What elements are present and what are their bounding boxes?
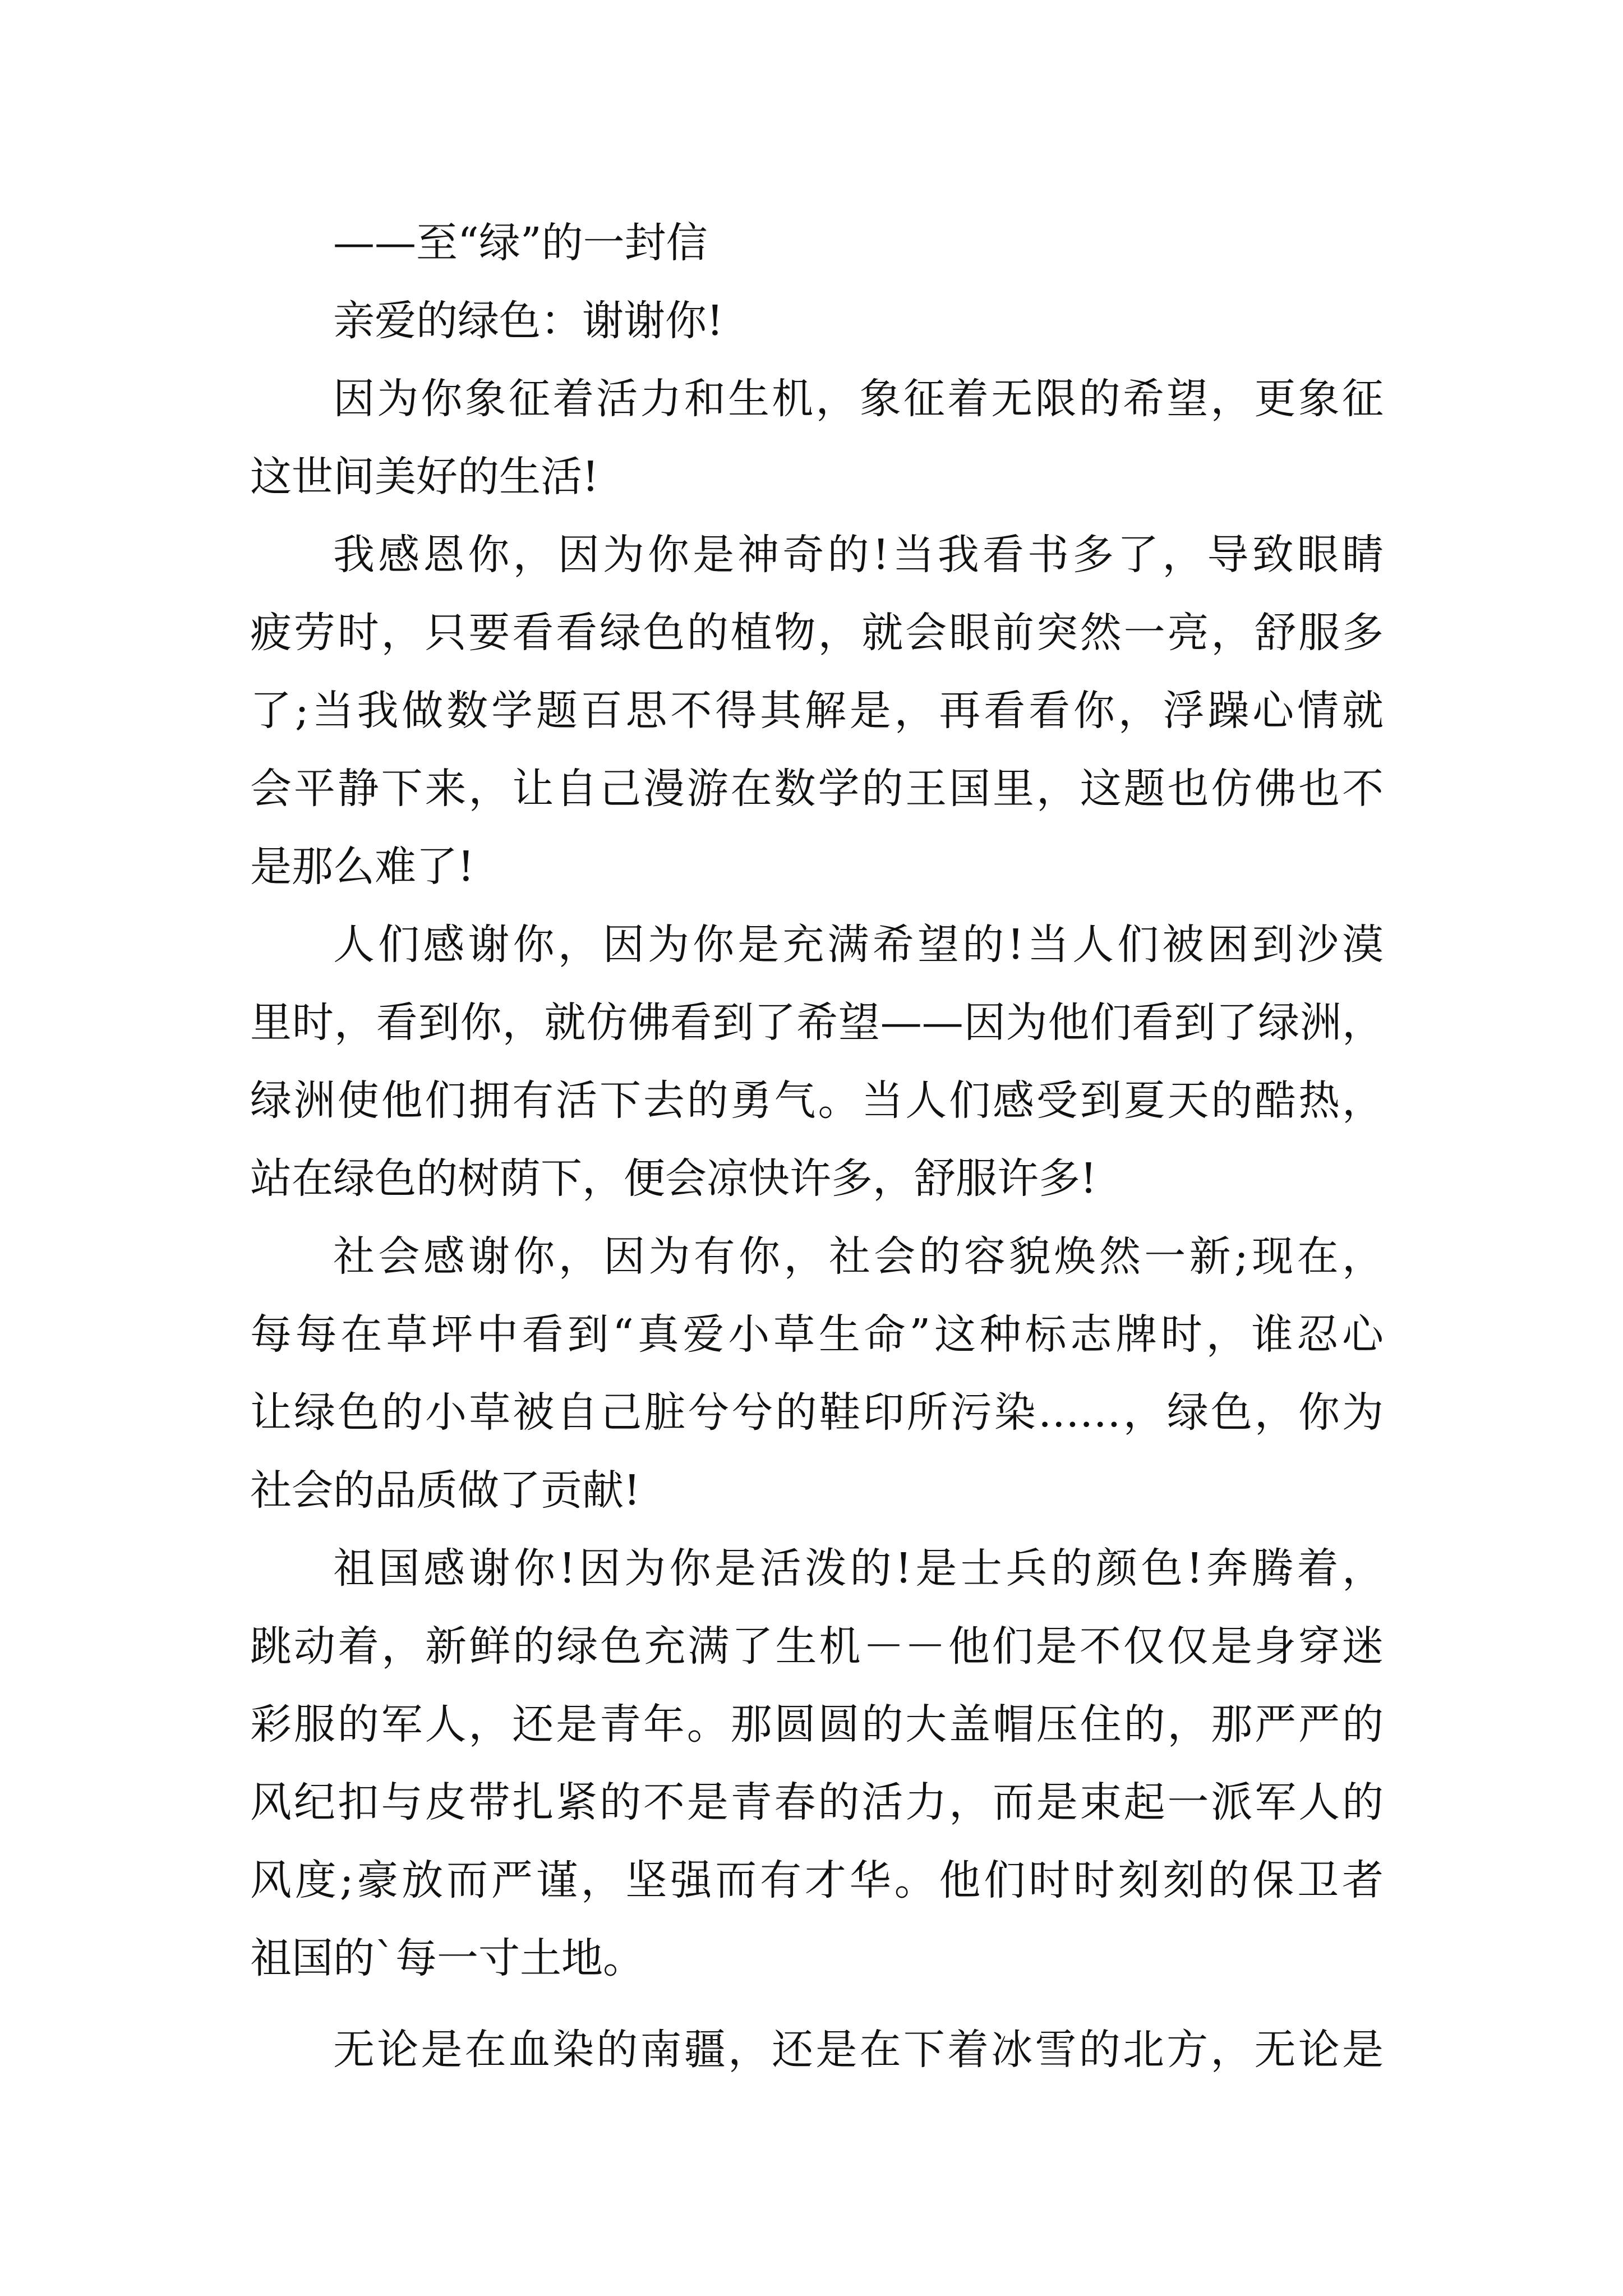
text-line: 祖国感谢你!因为你是活泼的!是士兵的颜色!奔腾着，: [333, 1544, 1384, 1593]
text-line: 让绿色的小草被自己脏兮兮的鞋印所污染……，绿色，你为: [250, 1388, 1384, 1437]
text-line: 社会的品质做了贡献!: [250, 1466, 640, 1515]
text-line: 无论是在血染的南疆，还是在下着冰雪的北方，无论是: [333, 2026, 1384, 2074]
text-line: 这世间美好的生活!: [250, 453, 599, 501]
text-line: 每每在草坪中看到“真爱小草生命”这种标志牌时，谁忍心: [250, 1310, 1384, 1359]
paragraph: [250, 2011, 1384, 2089]
letter-heading: ——至“绿”的一封信: [333, 219, 708, 267]
text-line: 疲劳时，只要看看绿色的植物，就会眼前突然一亮，舒服多: [250, 609, 1384, 657]
text-line: 我感恩你，因为你是神奇的!当我看书多了，导致眼睛: [333, 531, 1384, 579]
text-line: 祖国的`每一寸土地。: [250, 1934, 644, 1982]
text-line: 因为你象征着活力和生机，象征着无限的希望，更象征: [333, 375, 1384, 423]
text-line: 里时，看到你，就仿佛看到了希望——因为他们看到了绿洲，: [250, 999, 1384, 1047]
text-line: 跳动着，新鲜的绿色充满了生机－－他们是不仅仅是身穿迷: [250, 1622, 1384, 1671]
text-line: 了;当我做数学题百思不得其解是，再看看你，浮躁心情就: [250, 687, 1384, 735]
text-line: 绿洲使他们拥有活下去的勇气。当人们感受到夏天的酷热，: [250, 1076, 1384, 1125]
text-line: 风度;豪放而严谨，坚强而有才华。他们时时刻刻的保卫者: [250, 1856, 1384, 1904]
text-line: 社会感谢你，因为有你，社会的容貌焕然一新;现在，: [333, 1232, 1384, 1281]
document-page: [250, 204, 1384, 2089]
paragraph: [250, 1530, 1384, 1998]
text-line: 人们感谢你，因为你是充满希望的!当人们被困到沙漠: [333, 921, 1384, 969]
text-line: 彩服的军人，还是青年。那圆圆的大盖帽压住的，那严严的: [250, 1700, 1384, 1749]
text-line: 站在绿色的树荫下，便会凉快许多，舒服许多!: [250, 1154, 1097, 1203]
text-line: 会平静下来，让自己漫游在数学的王国里，这题也仿佛也不: [250, 765, 1384, 813]
paragraph: [250, 1218, 1384, 1530]
letter-salutation: 亲爱的绿色：谢谢你!: [333, 297, 723, 345]
paragraph: [250, 516, 1384, 906]
text-line: 风纪扣与皮带扎紧的不是青春的活力，而是束起一派军人的: [250, 1778, 1384, 1826]
paragraph: [250, 360, 1384, 516]
text-line: 是那么难了!: [250, 843, 474, 891]
paragraph: [250, 906, 1384, 1218]
